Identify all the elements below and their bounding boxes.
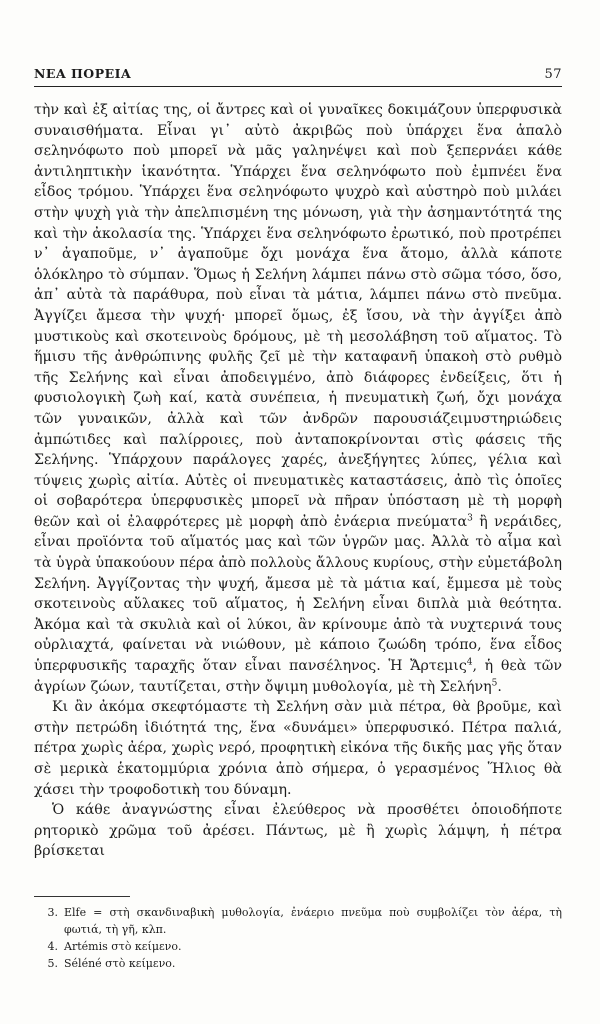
paragraph-1-text: τὴν καὶ ἐξ αἰτίας της, οἱ ἄντρες καὶ οἱ γυναῖκες δοκιμάζουν ὑπερφυσικὰ συναισθήματα. Εἶναι γι᾽ αὐτὸ ἀκριβῶς ποὺ ὑπάρχει ἕνα ἁπαλὸ σεληνόφωτο ποὺ μπορεῖ νὰ μᾶς γαληνέψει καὶ ποὺ ξεπερνάει κάθε ἀντιληπτικὴν ἱκανότητα. Ὑπάρχει ἕνα σεληνόφωτο ποὺ ἐμπνέει ἕνα εἶδος τρόμου. Ὑπάρχει ἕνα σεληνόφωτο ψυχρὸ καὶ αὐστηρὸ ποὺ μιλάει στὴν ψυχὴ γιὰ τὴν ἀπελπισμένη της μόνωση, γιὰ τὴν ἀσημαντότητά της καὶ τὴν ἀκολασία της. Ὑπάρχει ἕνα σεληνόφωτο ἐρωτικό, ποὺ προτρέπει ν᾽ ἀγαποῦμε, ν᾽ ἀγαποῦμε ὄχι μονάχα ἕνα ἄτομο, ἀλλὰ κάποτε ὁλόκληρο τὸ σύμπαν. Ὅμως ἡ Σελήνη λάμπει πάνω στὸ σῶμα τόσο, ὅσο, ἀπ᾽ αὐτὰ τὰ παράθυρα, ποὺ εἶναι τὰ μάτια, λάμπει πάνω στὸ πνεῦμα. Ἀγγίζει ἄμεσα τὴν ψυχή· μπορεῖ ὅμως, ἐξ ἴσου, νὰ τὴν ἀγγίξει ἀπὸ μυστικοὺς καὶ σκοτεινοὺς δρόμους, μὲ τὴ μεσολάβηση τοῦ αἵματος. Τὸ ἥμισυ τῆς ἀνθρώπινης φυλῆς ζεῖ μὲ τὴν καταφανῆ ὑπακοὴ στὸ ρυθμὸ τῆς Σελήνης καὶ εἶναι ἀποδειγμένο, ἀπὸ διάφορες ἐνδείξεις, ὅτι ἡ φυσιολογικὴ ζωὴ καί, κατὰ συνέπεια, ἡ πνευματικὴ ζωή, ὄχι μονάχα τῶν γυναικῶν, ἀλλὰ καὶ τῶν ἀνδρῶν παρουσιάζειμυστηριώδεις ἀμπώτιδες καὶ παλίρροιες, ποὺ ἀνταποκρίνονται στὶς φάσεις τῆς Σελήνης. Ὑπάρχουν παράλογες χαρές, ἀνεξήγητες λύπες, γέλια καὶ τύψεις χωρὶς αἰτία. Αὐτὲς οἱ πνευματικὲς καταστάσεις, ἀπὸ τὶς ὁποῖες οἱ σοβαρότερα ὑπερφυσικὲς μπορεῖ νὰ πῆραν ὑπόσταση μὲ τὴ μορφὴ θεῶν καὶ οἱ ἐλαφρότερες μὲ μορφὴ ἀπὸ ἐνάερια πνεύματα [34,102,562,530]
footnote-number: 5. [47,957,58,970]
paragraph-2: Κι ἂν ἀκόμα σκεφτόμαστε τὴ Σελήνη σὰν μιὰ πέτρα, θὰ βροῦμε, καὶ στὴν πετρώδη ἰδιότητά της, ἕνα «δυνάμει» ὑπερφυσικό. Πέτρα παλιά, πέτρα χωρὶς ἀέρα, χωρὶς νερό, προφητικὴ εἰκόνα τῆς δικῆς μας γῆς ὅταν σὲ μερικὰ ἑκατομμύρια χρόνια ἀπὸ σήμερα, ὁ γερασμένος Ἥλιος θὰ χάσει τὴν τροφοδοτικὴ του δύναμη. [34,699,562,798]
footnote-text: Artémis στὸ κείμενο. [64,940,182,953]
body-text [34,100,562,862]
footnote-3 [34,904,562,938]
footnote-ref-3: 3 [467,513,473,524]
page-number: 57 [544,67,562,82]
footnote-number: 4. [47,940,58,953]
journal-title: ΝΕΑ ΠΟΡΕΙΑ [34,66,132,81]
footnote-4 [34,938,562,955]
paragraph-1-end: . [497,678,502,695]
footnote-number: 3. [47,906,58,919]
footnotes [34,904,562,972]
running-head [34,66,562,82]
paragraph-1-text-cont: ἢ νεράιδες, εἶναι προϊόντα τοῦ αἵματός μας καὶ τῶν ὑγρῶν μας. Ἀλλὰ τὸ αἷμα καὶ τὰ ὑγρὰ ὑπακούουν πέρα ἀπὸ πολλοὺς ἄλλους κυρίους, στὴν εὐμετάβολη Σελήνη. Ἀγγίζοντας τὴν ψυχή, ἄμεσα μὲ τὰ μάτια καί, ἔμμεσα μὲ τοὺς σκοτεινοὺς αὔλακες τοῦ αἵματος, ἡ Σελήνη εἶναι διπλὰ μιὰ θεότητα. Ἀκόμα καὶ τὰ σκυλιὰ καὶ οἱ λύκοι, ἂν κρίνουμε ἀπὸ τὰ νυχτερινά τους οὐρλιαχτά, φαίνεται νὰ νιώθουν, μὲ κάποιο ζωώδη τρόπο, ἕνα εἶδος ὑπερφυσικῆς ταραχῆς ὅταν εἶναι πανσέληνος. Ἡ Ἄρτεμις [34,513,562,675]
header-rule [34,86,562,87]
paragraph-3: Ὁ κάθε ἀναγνώστης εἶναι ἐλεύθερος νὰ προσθέτει ὁποιοδήποτε ρητορικὸ χρῶμα τοῦ ἀρέσει. Πάντως, μὲ ἢ χωρὶς λάμψη, ἡ πέτρα βρίσκεται [34,802,562,860]
footnote-5 [34,955,562,972]
footnote-text: Elfe = στὴ σκανδιναβικὴ μυθολογία, ἐνάεριο πνεῦμα ποὺ συμβολίζει τὸν ἀέρα, τὴ φωτιά, τὴ γῆ, κλπ. [64,906,562,936]
footnote-ref-4: 4 [466,657,473,668]
footnote-ref-5: 5 [491,677,498,688]
footnote-text: Séléné στὸ κείμενο. [64,957,176,970]
footnote-rule [34,896,130,897]
paragraph-1 [34,100,562,697]
paragraph-1-text-cont-2: , ἡ θεὰ τῶν ἀγρίων ζώων, ταυτίζεται, στὴν ὄψιμη μυθολογία, μὲ τὴ Σελήνη [34,658,562,695]
